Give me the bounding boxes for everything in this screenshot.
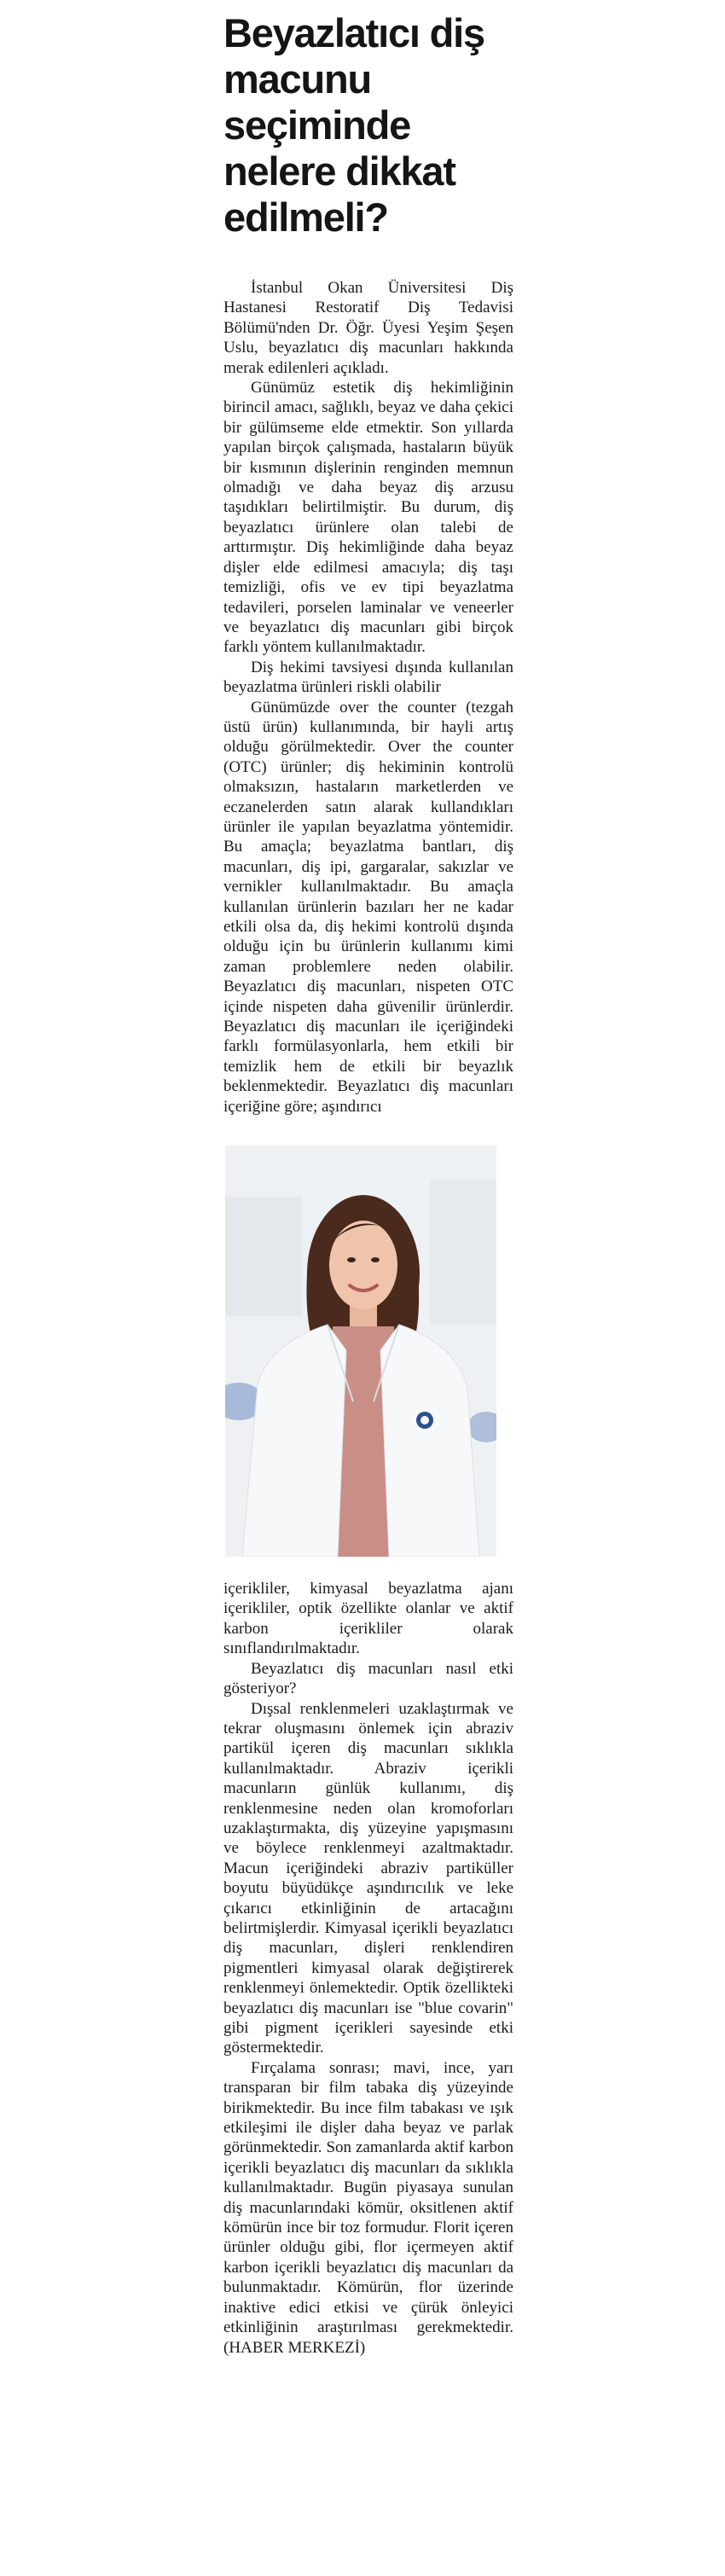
portrait-photo bbox=[225, 1146, 496, 1557]
article-headline: Beyazlatıcı diş macunu seçiminde nelere dikkat edilmeli? bbox=[223, 10, 484, 240]
body-paragraph: Günümüz estetik diş hekimliğinin birincil amacı, sağlıklı, beyaz ve daha çekici bir gülümseme elde etmektir. Son yıllarda yapılan birçok çalışmada, hastaların büyük bir kısmının dişlerinin renginden memnun olmadığı ve daha beyaz diş arzusu taşıdıkları belirtilmiştir. Bu durum, diş beyazlatıcı ürünlere olan talebi de arttırmıştır. Diş hekimliğinde daha beyaz dişler elde edilmesi amacıyla; diş taşı temizliği, ofis ve ev tipi beyazlatma tedavileri, porselen laminalar ve veneerler ve beyazlatıcı diş macunları gibi birçok farklı yöntem kullanılmaktadır. bbox=[223, 379, 513, 657]
lead-paragraph: İstanbul Okan Üniversitesi Diş Hastanesi Restoratif Diş Tedavisi Bölümü'nden Dr. Öğr. Üyesi Yeşim Şeşen Uslu, beyazlatıcı diş macunları hakkında merak edilenleri açıkladı. bbox=[223, 279, 513, 377]
body-paragraph: Günümüzde over the counter (tezgah üstü ürün) kullanımında, bir hayli artış olduğu görülmektedir. Over the counter (OTC) ürünler; diş hekiminin kontrolü olmaksızın, hastaların marketlerden ve eczanelerden satın alarak kullandıkları ürünler ile yapılan beyazlatma yöntemidir. Bu amaçla; beyazlatma bantları, diş macunları, diş ipi, gargaralar, sakızlar ve vernikler kullanılmaktadır. Bu amaçla kullanılan ürünlerin bazıları her ne kadar etkili olsa da, diş hekimi kontrolü dışında olduğu için bu ürünlerin kullanımı kimi zaman problemlere neden olabilir. Beyazlatıcı diş macunları, nispeten OTC içinde nispeten daha güvenilir ürünlerdir. Beyazlatıcı diş macunları ile içeriğindeki farklı formülasyonlarla, hem etkili bir temizlik hem de etkili bir beyazlık beklenmektedir. Beyazlatıcı diş macunları içeriğine göre; aşındırıcı bbox=[223, 698, 513, 1116]
body-paragraph: Dışsal renklenmeleri uzaklaştırmak ve tekrar oluşmasını önlemek için abraziv partikül içeren diş macunları sıklıkla kullanılmaktadır. Abraziv içerikli macunların günlük kullanımı, diş renklenmesine neden olan kromoforları uzaklaştırmakta, diş yüzeyine yapışmasını ve böylece renklenmeyi azaltmaktadır. Macun içeriğindeki abraziv partiküller boyutu büyüdükçe aşındırıcılık ve leke çıkarıcı etkinliğinin de artacağını belirtmişlerdir. Kimyasal içerikli beyazlatıcı diş macunları, dişleri renklendiren pigmentleri kimyasal olarak değiştirerek renklenmeyi önlemektedir. Optik özellikteki beyazlatıcı diş macunları ise "blue covarin" gibi pigment içerikleri sayesinde etki göstermektedir. bbox=[223, 1699, 513, 2057]
subheading-paragraph: Diş hekimi tavsiyesi dışında kullanılan beyazlatma ürünleri riskli olabilir bbox=[223, 658, 513, 697]
body-paragraph: içerikliler, kimyasal beyazlatma ajanı içerikliler, optik özellikte olanlar ve aktif karbon içerikliler olarak sınıflandırılmaktadır. bbox=[223, 1580, 513, 1658]
closing-paragraph: Fırçalama sonrası; mavi, ince, yarı transparan bir film tabaka diş yüzeyinde birikmektedir. Bu ince film tabakası ve ışık etkileşimi ile dişler daha beyaz ve parlak görünmektedir. Son zamanlarda aktif karbon içerikli beyazlatıcı diş macunları da sıklıkla kullanılmaktadır. Bugün piyasaya sunulan diş macunlarındaki kömür, oksitlenen aktif kömürün ince bir toz formudur. Florit içeren ürünler olduğu gibi, flor içermeyen aktif karbon içerikli beyazlatıcı diş macunları da bulunmaktadır. Kömürün, flor üzerinde inaktive edici etkisi ve çürük önleyici etkinliğinin araştırılması gerekmektedir. (HABER MERKEZİ) bbox=[223, 2058, 513, 2357]
portrait-illustration bbox=[225, 1146, 496, 1557]
subheading-paragraph: Beyazlatıcı diş macunları nasıl etki gösteriyor? bbox=[223, 1659, 513, 1698]
news-clipping bbox=[223, 10, 513, 2358]
